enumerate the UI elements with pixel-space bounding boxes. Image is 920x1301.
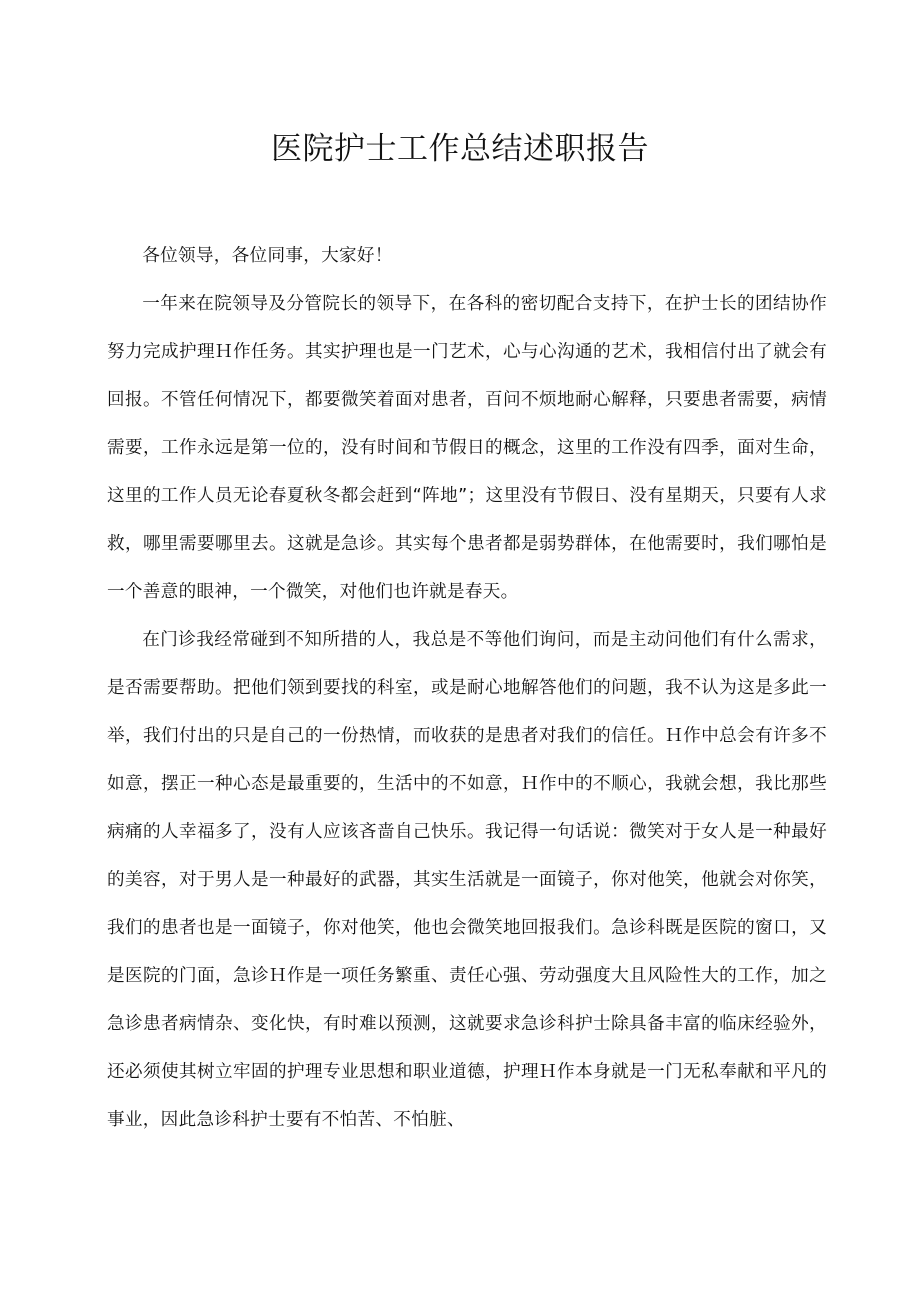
document-title: 医院护士工作总结述职报告 (271, 131, 649, 167)
body-paragraph-2: 在门诊我经常碰到不知所措的人，我总是不等他们询问，而是主动问他们有什么需求，是否需要帮助。把他们领到要找的科室，或是耐心地解答他们的问题，我不认为这是多此一举，我们付出的只是自己的一份热情，而收获的是患者对我们的信任。Ｈ作中总会有许多不如意，摆正一种心态是最重要的，生活中的不如意，Ｈ作中的不顺心，我就会想，我比那些病痛的人幸福多了，没有人应该吝啬自己快乐。我记得一句话说：微笑对于女人是一种最好的美容，对于男人是一种最好的武器，其实生活就是一面镜子，你对他笑，他就会对你笑，我们的患者也是一面镜子，你对他笑，他也会微笑地回报我们。急诊科既是医院的窗口，又是医院的门面，急诊Ｈ作是一项任务繁重、责任心强、劳动强度大且风险性大的工作，加之急诊患者病情杂、变化快，有时难以预测，这就要求急诊科护士除具备丰富的临床经验外，还必须使其树立牢固的护理专业思想和职业道德，护理Ｈ作本身就是一门无私奉献和平凡的事业，因此急诊科护士要有不怕苦、不怕脏、 (107, 630, 827, 1130)
greeting-paragraph: 各位领导，各位同事，大家好！ (142, 246, 393, 266)
document-body (107, 232, 827, 1144)
body-paragraph-1: 一年来在院领导及分管院长的领导下，在各科的密切配合支持下，在护士长的团结协作努力完成护理Ｈ作任务。其实护理也是一门艺术，心与心沟通的艺术，我相信付出了就会有回报。不管任何情况下，都要微笑着面对患者，百问不烦地耐心解释，只要患者需要，病情需要，工作永远是第一位的，没有时间和节假日的概念，这里的工作没有四季，面对生命，这里的工作人员无论春夏秋冬都会赶到“阵地”；这里没有节假日、没有星期天，只要有人求救，哪里需要哪里去。这就是急诊。其实每个患者都是弱势群体，在他需要时，我们哪怕是一个善意的眼神，一个微笑，对他们也许就是春天。 (107, 294, 827, 602)
